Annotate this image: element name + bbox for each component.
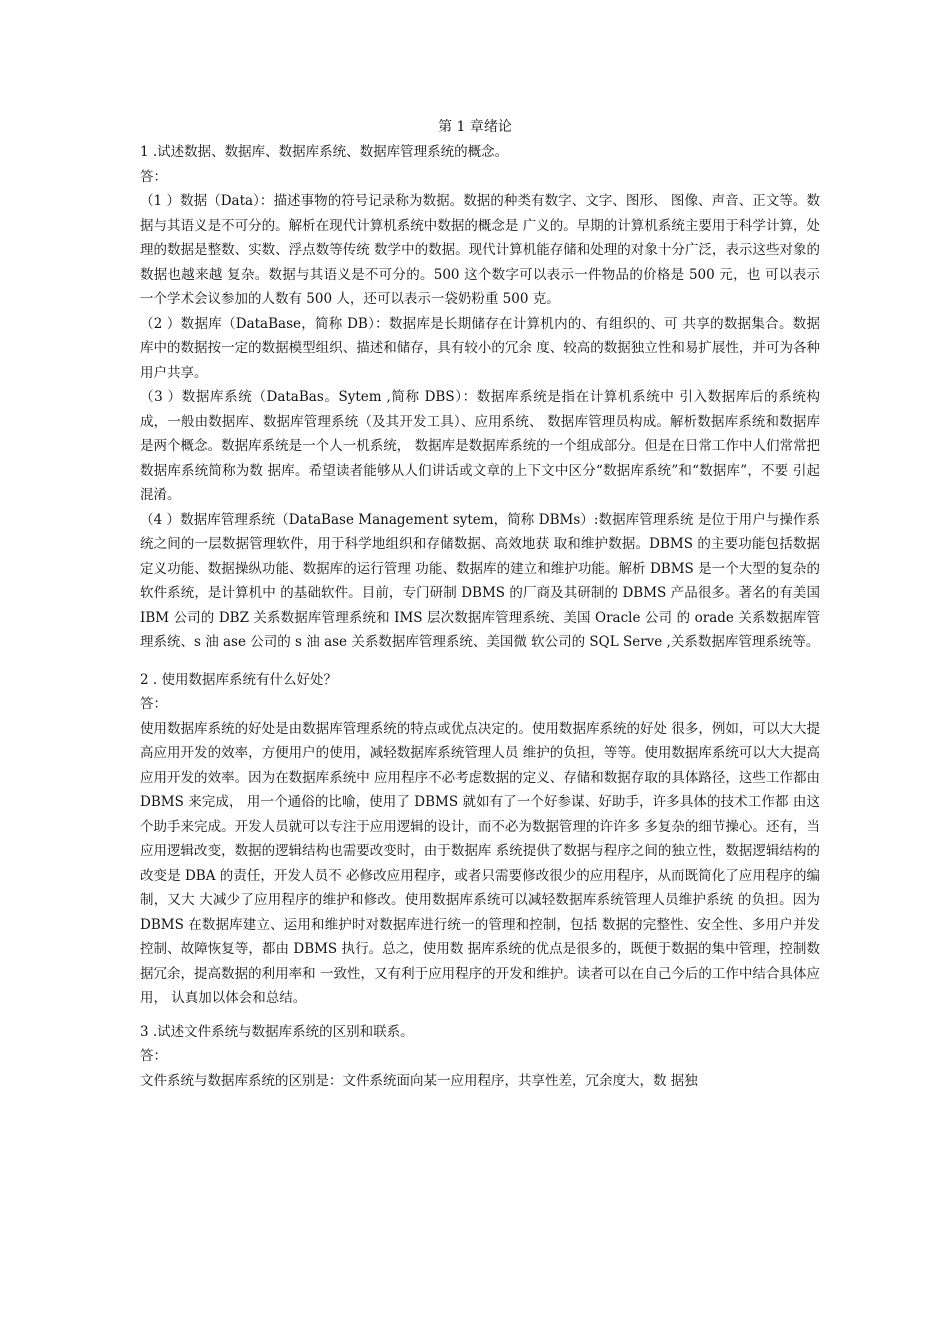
document-body <box>140 140 820 1093</box>
answer-2-paragraph: 使用数据库系统的好处是由数据库管理系统的特点或优点决定的。使用数据库系统的好处 很多，例如，可以大大提高应用开发的效率，方便用户的使用，减轻数据库系统管理人员 维护的负担，等等。使用数据库系统可以大大提高应用开发的效率。因为在数据库系统中 应用程序不必考虑数据的定义、存储和数据存取的具体路径，这些工作都由 DBMS 来完成， 用一个通俗的比喻，使用了 DBMS 就如有了一个好参谋、好助手，许多具体的技术工作都 由这个助手来完成。开发人员就可以专注于应用逻辑的设计，而不必为数据管理的许许多 多复杂的细节操心。还有，当应用逻辑改变，数据的逻辑结构也需要改变时，由于数据库 系统提供了数据与程序之间的独立性，数据逻辑结构的改变是 DBA 的责任，开发人员不 必修改应用程序，或者只需要修改很少的应用程序，从而既简化了应用程序的编制，又大 大减少了应用程序的维护和修改。使用数据库系统可以减轻数据库系统管理人员维护系统 的负担。因为 DBMS 在数据库建立、运用和维护时对数据库进行统一的管理和控制，包括 数据的完整性、安全性、多用户并发控制、故障恢复等，都由 DBMS 执行。总之，使用数 据库系统的优点是很多的，既便于数据的集中管理，控制数据冗余，提高数据的利用率和 一致性，又有利于应用程序的开发和维护。读者可以在自己今后的工作中结合具体应用， 认真加以体会和总结。 <box>140 720 820 1006</box>
answer-label-1: 答： <box>140 168 167 185</box>
spacer <box>140 1011 820 1020</box>
answer-1-paragraph-dbs: （3 ）数据库系统（DataBas。Sytem ,简称 DBS）：数据库系统是指在计算机系统中 引入数据库后的系统构成，一般由数据库、数据库管理系统（及其开发工具）、应用系统、 数据库管理员构成。解析数据库系统和数据库是两个概念。数据库系统是一个人一机系统， 数据库是数据库系统的一个组成部分。但是在日常工作中人们常常把数据库系统简称为数 据库。希望读者能够从人们讲话或文章的上下文中区分“数据库系统”和“数据库”，不要 引起混淆。 <box>140 389 820 503</box>
question-2: 2 . 使用数据库系统有什么好处？ <box>140 671 337 688</box>
spacer <box>140 655 820 668</box>
answer-label-3: 答： <box>140 1048 167 1064</box>
answer-label-2: 答： <box>140 696 167 712</box>
question-1: 1 .试述数据、数据库、数据库系统、数据库管理系统的概念。 <box>140 144 509 160</box>
question-3: 3 .试述文件系统与数据库系统的区别和联系。 <box>140 1023 414 1040</box>
answer-1-paragraph-database: （2 ）数据库（DataBase，简称 DB）：数据库是长期储存在计算机内的、有组织的、可 共享的数据集合。数据库中的数据按一定的数据模型组织、描述和储存，具有较小的冗余 度、较高的数据独立性和易扩展性，并可为各种用户共享。 <box>140 315 820 381</box>
answer-3-paragraph: 文件系统与数据库系统的区别是：文件系统面向某一应用程序，共享性差，冗余度大，数 据独 <box>140 1072 698 1089</box>
answer-1-paragraph-data: （1 ）数据（Data）：描述事物的符号记录称为数据。数据的种类有数字、文字、图形、 图像、声音、正文等。数据与其语义是不可分的。解析在现代计算机系统中数据的概念是 广义的。早期的计算机系统主要用于科学计算，处理的数据是整数、实数、浮点数等传统 数学中的数据。现代计算机能存储和处理的对象十分广泛，表示这些对象的数据也越来越 复杂。数据与其语义是不可分的。500 这个数字可以表示一件物品的价格是 500 元，也 可以表示一个学术会议参加的人数有 500 人，还可以表示一袋奶粉重 500 克。 <box>140 193 820 307</box>
chapter-title: 第 1 章绪论 <box>438 119 512 135</box>
answer-1-paragraph-dbms: （4 ）数据库管理系统（DataBase Management sytem，简称 DBMs）:数据库管理系统 是位于用户与操作系统之间的一层数据管理软件，用于科学地组织和存储数据、高效地获 取和维护数据。DBMS 的主要功能包括数据定义功能、数据操纵功能、数据库的运行管理 功能、数据库的建立和维护功能。解析 DBMS 是一个大型的复杂的软件系统，是计算机中 的基础软件。目前，专门研制 DBMS 的厂商及其研制的 DBMS 产品很多。著名的有美国 IBM 公司的 DBZ 关系数据库管理系统和 IMS 层次数据库管理系统、美国 Oracle 公司 的 orade 关系数据库管理系统、s 油 ase 公司的 s 油 ase 关系数据库管理系统、美国微 软公司的 SQL Serve ,关系数据库管理系统等。 <box>140 511 820 650</box>
